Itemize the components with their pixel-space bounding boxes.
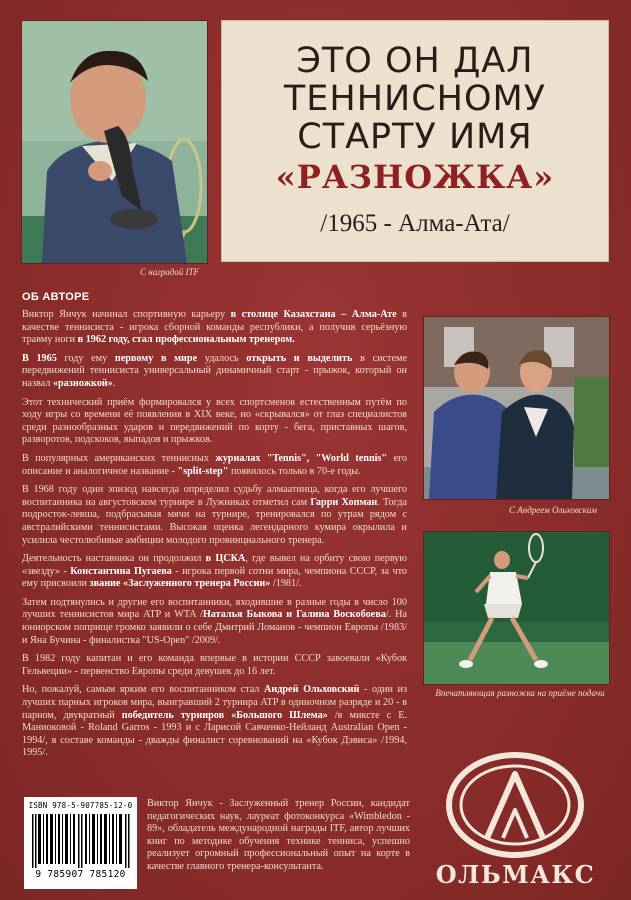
title-accent: «РАЗНОЖКА» (275, 158, 555, 196)
about-paragraph-2: В 1965 году ему первому в мире удалось открыть и выделить в системе передвижений теннисиста универсальный динамичный старт - прыжок, который он назвал «разножкой». (22, 352, 408, 389)
title-box (221, 20, 609, 262)
publisher-name: ОЛЬМАКС (435, 860, 596, 889)
title-line-3: СТАРТУ ИМЯ (297, 117, 533, 157)
about-paragraph-6: Деятельность наставника он продолжил в ЦСКА, где вывел на орбиту свою первую «звезду» - Константина Пугаева - игрока первой сотни мира, чемпиона СССР, за что ему присвоили звание «Заслуженного тренера России» /1981/. (22, 553, 408, 590)
olkhovsky-photo (423, 316, 610, 500)
title-line-1: ЭТО ОН ДАЛ (296, 41, 534, 81)
about-paragraph-8: В 1982 году капитан и его команда впервые в истории СССР завоевали «Кубок Гельвеции» - первенство Европы среди девушек до 16 лет. (22, 653, 407, 677)
barcode-icon (24, 812, 137, 868)
title-line-2: ТЕННИСНОМУ (283, 79, 547, 119)
about-author-heading: ОБ АВТОРЕ (22, 291, 90, 303)
publisher-logo (445, 750, 585, 860)
about-paragraph-4: В популярных американских теннисных журналах "Tennis", "World tennis" его описание и аналогичное название - "split-step" появилось только в 70-е годы. (22, 452, 407, 477)
about-author-text (22, 309, 407, 766)
title-subtitle: /1965 - Алма-Ата/ (320, 210, 510, 237)
about-paragraph-3: Этот технический приём формировался у всех спортсменов естественным путём по ходу игры со времени её появления в XIX веке, но «скрывался» от глаз специалистов среди разнообразных ударов и передвижений по корту - бега, приставных шагов, разворотов, подскоков, выпадов и прыжков. (22, 396, 407, 446)
author-bio: Виктор Янчук - Заслуженный тренер России, кандидат педагогических наук, лауреат фотоконкурса «Wimbledon - 89», обладатель международной награды ITF, автор лучших книг по методике обучения технике тенниса, успешно реализует огромный профессиональный опыт на корте в качестве главного тренера-консультанта. (147, 798, 410, 872)
isbn-label: ISBN 978-5-907785-12-0 (28, 801, 133, 810)
olmaks-logo-icon (445, 750, 585, 860)
award-photo (21, 20, 208, 264)
olkhovsky-photo-caption: С Андреем Ольховским (509, 505, 598, 515)
split-step-photo (423, 531, 610, 685)
about-paragraph-9: Но, пожалуй, самым ярким его воспитанником стал Андрей Ольховский - один из лучших парных игроков мира, выигравший 2 турнира ATP в одиночном разряде и 20 - в парном, двукратный победитель турниров «Большого Шлема» /в миксте с Е. Маниоковой - Roland Garros - 1993 и с Ларисой Савченко-Нейланд Australian Open - 1994/, в составе команды - дважды финалист соревнований на «Кубок Дэвиса» /1994, 1995/. (22, 684, 407, 759)
about-paragraph-7: Затем подтянулись и другие его воспитанники, входившие в разные годы в число 100 лучших теннисистов мира ATP и WTA /Наталья Быкова и Галина Воскобоева/. На юниорском поприще громко заявили о себе Дмитрий Ломанов - чемпион Европы /1983/ и Яна Бучина - финалистка "US-Open" /2009/. (22, 596, 408, 646)
award-photo-caption: С наградой ITF (140, 267, 200, 277)
isbn-barcode (24, 797, 137, 889)
about-paragraph-1: Виктор Янчук начинал спортивную карьеру в столице Казахстана – Алма-Ате в качестве теннисиста - игрока сборной команды республики, а получив серьёзную травму ноги в 1962 году, стал профессиональным тренером. (22, 309, 407, 346)
about-paragraph-5: В 1968 году один эпизод навсегда определил судьбу алмаатинца, когда его лучшего воспитанника на августовском турнире в Лужниках отметил сам Гарри Хопман. Тогда подросток-левша, подбрасывая мячи на турнире, тренировался по утрам рядом с австралийскими теннисистами. Высокая оценка легендарного кумира окрылила и усилила честолюбивые амбиции молодого провинциального тренера. (22, 484, 407, 546)
split-step-photo-caption: Впечатляющая разножка на приёме подачи (435, 688, 605, 698)
barcode-number: 9 785907 785120 (35, 869, 126, 880)
